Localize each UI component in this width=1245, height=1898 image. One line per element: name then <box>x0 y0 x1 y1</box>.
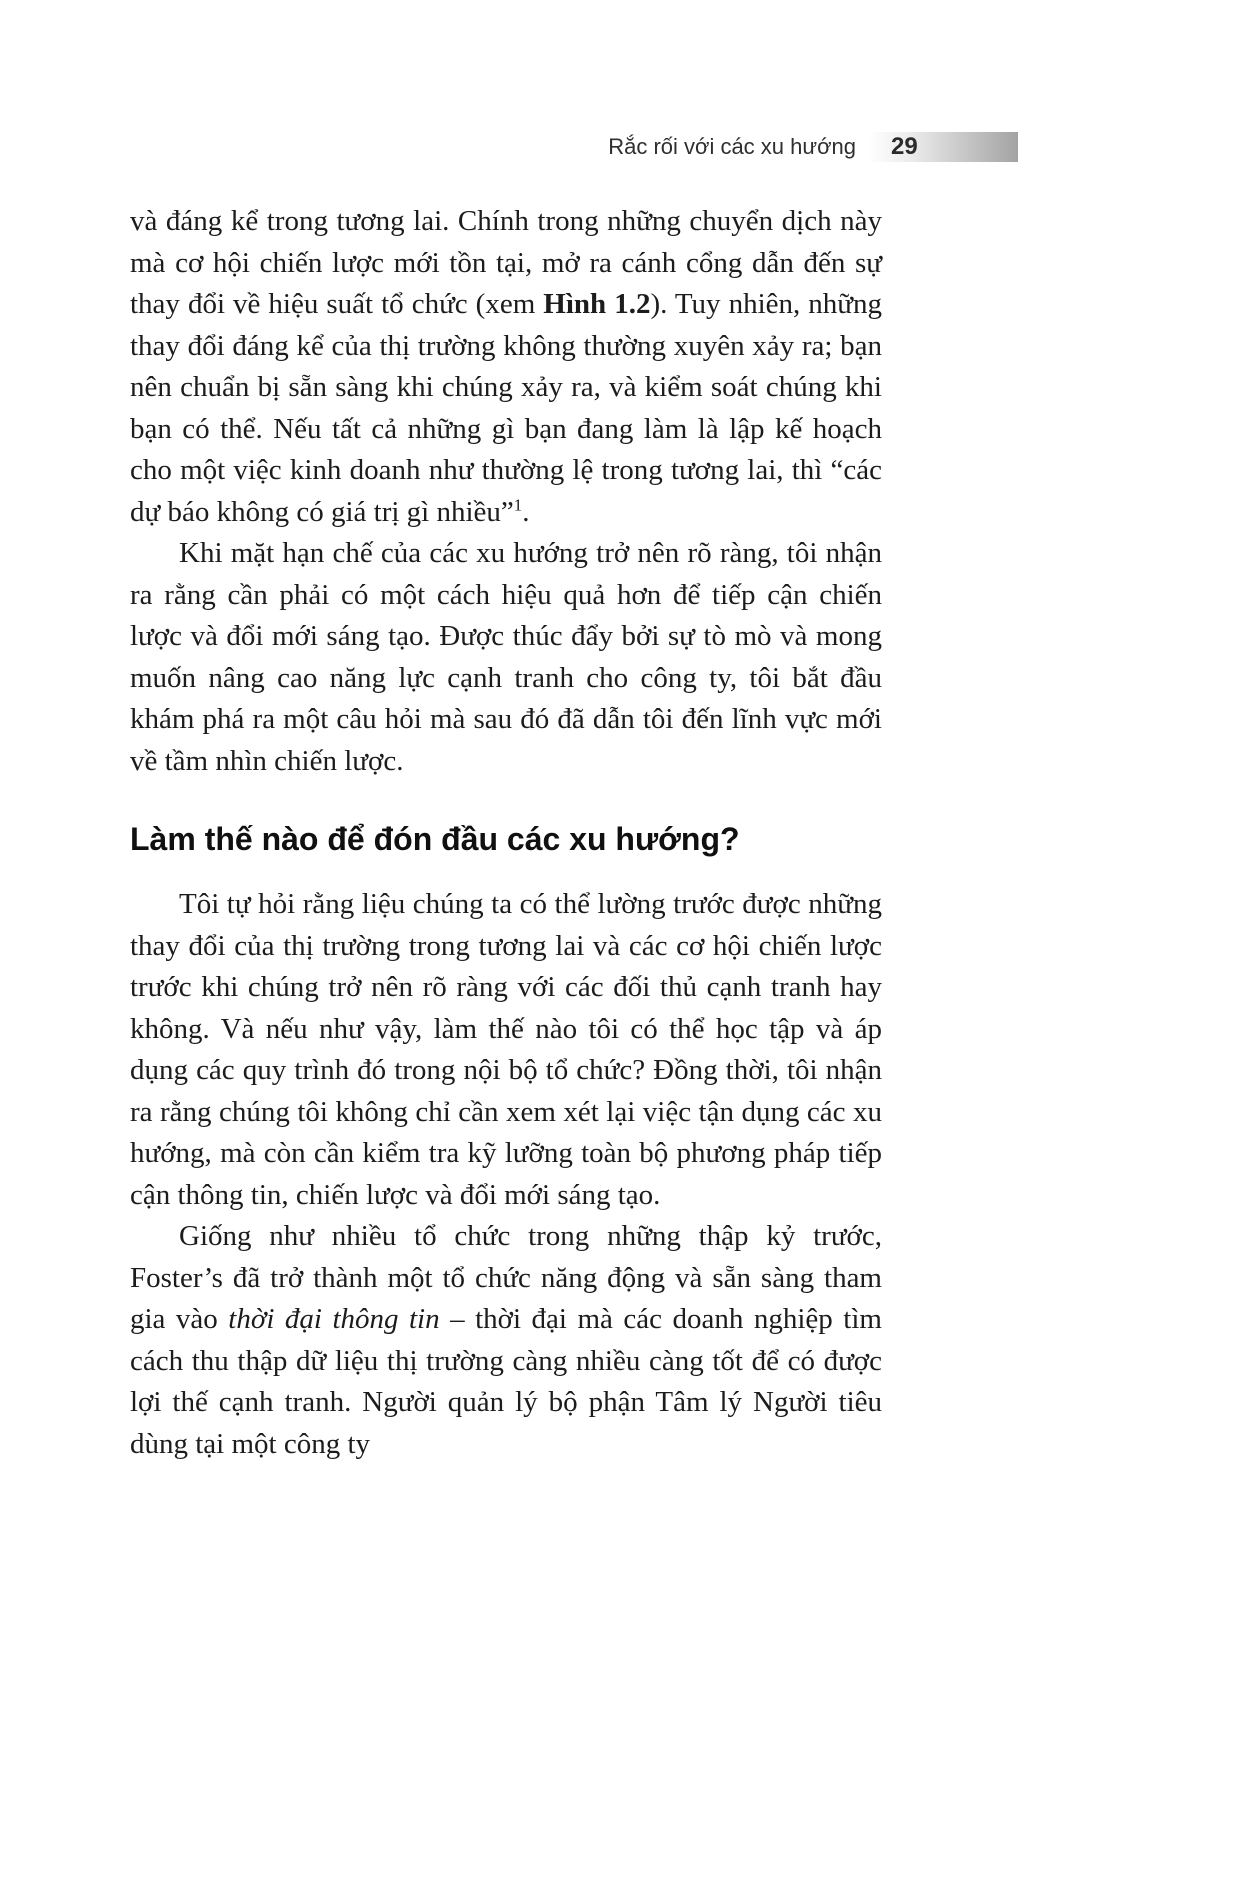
section-heading: Làm thế nào để đón đầu các xu hướng? <box>130 821 740 857</box>
page-body <box>130 201 882 1465</box>
paragraph-continuation: và đáng kể trong tương lai. Chính trong những chuyển dịch này mà cơ hội chiến lược mới tồn tại, mở ra cánh cổng dẫn đến sự thay đổi về hiệu suất tổ chức (xem Hình 1.2). Tuy nhiên, những thay đổi đáng kể của thị trường không thường xuyên xảy ra; bạn nên chuẩn bị sẵn sàng khi chúng xảy ra, và kiểm soát chúng khi bạn có thể. Nếu tất cả những gì bạn đang làm là lập kế hoạch cho một việc kinh doanh như thường lệ trong tương lai, thì “các dự báo không có giá trị gì nhiều”$^1$. <box>130 205 882 528</box>
paragraph: Khi mặt hạn chế của các xu hướng trở nên rõ ràng, tôi nhận ra rằng cần phải có một cách hiệu quả hơn để tiếp cận chiến lược và đổi mới sáng tạo. Được thúc đẩy bởi sự tò mò và mong muốn nâng cao năng lực cạnh tranh cho công ty, tôi bắt đầu khám phá ra một câu hỏi mà sau đó đã dẫn tôi đến lĩnh vực mới về tầm nhìn chiến lược. <box>130 537 882 777</box>
page-header <box>130 131 1018 163</box>
paragraph: Giống như nhiều tổ chức trong những thập kỷ trước, Foster’s đã trở thành một tổ chức năng động và sẵn sàng tham gia vào thời đại thông tin – thời đại mà các doanh nghiệp tìm cách thu thập dữ liệu thị trường càng nhiều càng tốt để có được lợi thế cạnh tranh. Người quản lý bộ phận Tâm lý Người tiêu dùng tại một công ty <box>130 1220 882 1460</box>
paragraph: Tôi tự hỏi rằng liệu chúng ta có thể lường trước được những thay đổi của thị trường trong tương lai và các cơ hội chiến lược trước khi chúng trở nên rõ ràng với các đối thủ cạnh tranh hay không. Và nếu như vậy, làm thế nào tôi có thể học tập và áp dụng các quy trình đó trong nội bộ tổ chức? Đồng thời, tôi nhận ra rằng chúng tôi không chỉ cần xem xét lại việc tận dụng các xu hướng, mà còn cần kiểm tra kỹ lưỡng toàn bộ phương pháp tiếp cận thông tin, chiến lược và đổi mới sáng tạo. <box>130 888 882 1211</box>
page-number: 29 <box>891 133 918 160</box>
running-title: Rắc rối với các xu hướng <box>608 134 856 159</box>
page-number-badge <box>868 132 1018 162</box>
